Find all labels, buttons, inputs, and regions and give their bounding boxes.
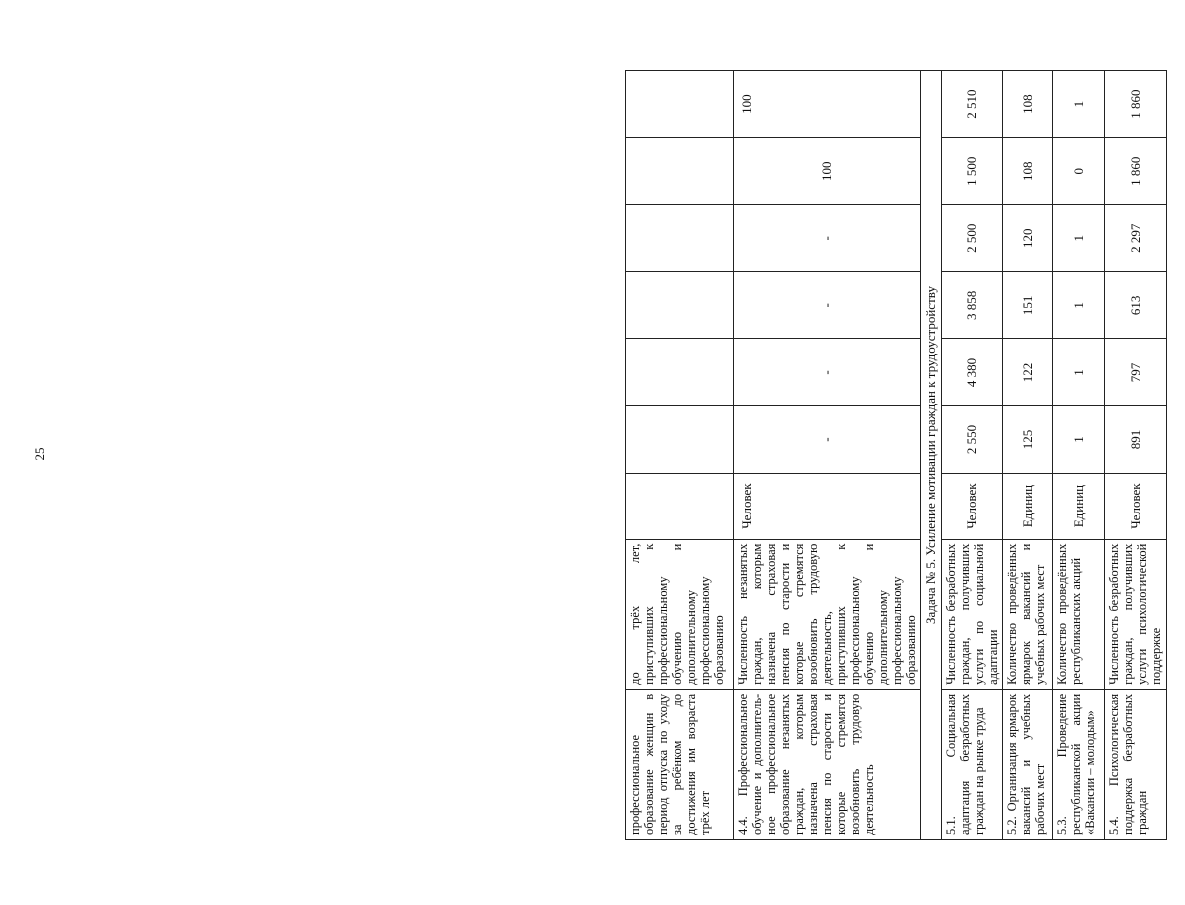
value-cell: 2 550: [942, 406, 1003, 473]
task-header-row: [921, 71, 942, 840]
value-cell: 1: [1053, 272, 1105, 339]
value-cell: 122: [1003, 339, 1053, 406]
value-cell: 2 500: [942, 205, 1003, 272]
value-cell: 3 858: [942, 272, 1003, 339]
value-cell: 0: [1053, 138, 1105, 205]
value-cell: 1: [1053, 406, 1105, 473]
value-cell: -: [734, 339, 921, 406]
measure-cell: 5.4. Психологическая поддержка безработных граждан: [1105, 689, 1167, 839]
measures-table: [625, 70, 1167, 840]
indicator-cell: Численность незанятых граждан, которым назначена страховая пенсия по старости и которые стремятся возобновить трудовую деятельность, приступивших к профессиональному обучению и дополнительному профессиональному образованию: [734, 539, 921, 689]
value-cell: 125: [1003, 406, 1053, 473]
value-cell: -: [734, 205, 921, 272]
table-row: [1003, 71, 1053, 840]
table-row: [942, 71, 1003, 840]
value-cell: 151: [1003, 272, 1053, 339]
indicator-cell: Количество проведённых республиканских акций: [1053, 539, 1105, 689]
measure-cell: 4.4. Профессиональное обучение и дополнитель-ное профессиональное образование незанятых граждан, которым назначена страховая пенсия по старости и которые стремятся возобновить трудовую деятельность: [734, 689, 921, 839]
unit-cell: Единиц: [1053, 473, 1105, 539]
value-cell: -: [734, 406, 921, 473]
value-cell: 2 297: [1105, 205, 1167, 272]
indicator-cell: до трёх лет, приступивших к профессиональному обучению и дополнительному профессиональному образованию: [626, 539, 734, 689]
value-cell: 120: [1003, 205, 1053, 272]
value-cell: [626, 272, 734, 339]
value-cell: 100: [734, 71, 921, 138]
value-cell: 613: [1105, 272, 1167, 339]
rotated-table-sheet: [625, 70, 1185, 840]
value-cell: -: [734, 272, 921, 339]
value-cell: [626, 339, 734, 406]
value-cell: 1 860: [1105, 71, 1167, 138]
unit-cell: [626, 473, 734, 539]
unit-cell: Человек: [734, 473, 921, 539]
value-cell: 891: [1105, 406, 1167, 473]
value-cell: [626, 71, 734, 138]
value-cell: 797: [1105, 339, 1167, 406]
value-cell: 2 510: [942, 71, 1003, 138]
table-row: [1053, 71, 1105, 840]
unit-cell: Единиц: [1003, 473, 1053, 539]
value-cell: [626, 138, 734, 205]
indicator-cell: Количество проведённых ярмарок вакансий и учебных рабочих мест: [1003, 539, 1053, 689]
value-cell: 1: [1053, 339, 1105, 406]
table-row: [1105, 71, 1167, 840]
table-row: [734, 71, 921, 840]
value-cell: 1 860: [1105, 138, 1167, 205]
value-cell: [626, 406, 734, 473]
value-cell: 100: [734, 138, 921, 205]
indicator-cell: Численность безработных граждан, получивших услуги психологической поддержке: [1105, 539, 1167, 689]
value-cell: 1: [1053, 205, 1105, 272]
value-cell: 1: [1053, 71, 1105, 138]
value-cell: 108: [1003, 71, 1053, 138]
unit-cell: Человек: [942, 473, 1003, 539]
measure-cell: 5.1. Социальная адаптация безработных граждан на рынке труда: [942, 689, 1003, 839]
table-row: [626, 71, 734, 840]
measure-cell: профессиональное образование женщин в период отпуска по уходу за ребёнком до достижения им возраста трёх лет: [626, 689, 734, 839]
indicator-cell: Численность безработных граждан, получивших услуги по социальной адаптации: [942, 539, 1003, 689]
measure-cell: 5.3. Проведение республиканской акции «Вакансии – молодым»: [1053, 689, 1105, 839]
value-cell: 4 380: [942, 339, 1003, 406]
value-cell: 108: [1003, 138, 1053, 205]
task-header: Задача № 5. Усиление мотивации граждан к трудоустройству: [921, 71, 942, 840]
measure-cell: 5.2. Организация ярмарок вакансий и учебных рабочих мест: [1003, 689, 1053, 839]
page-number: 25: [32, 447, 47, 461]
value-cell: 1 500: [942, 138, 1003, 205]
value-cell: [626, 205, 734, 272]
unit-cell: Человек: [1105, 473, 1167, 539]
